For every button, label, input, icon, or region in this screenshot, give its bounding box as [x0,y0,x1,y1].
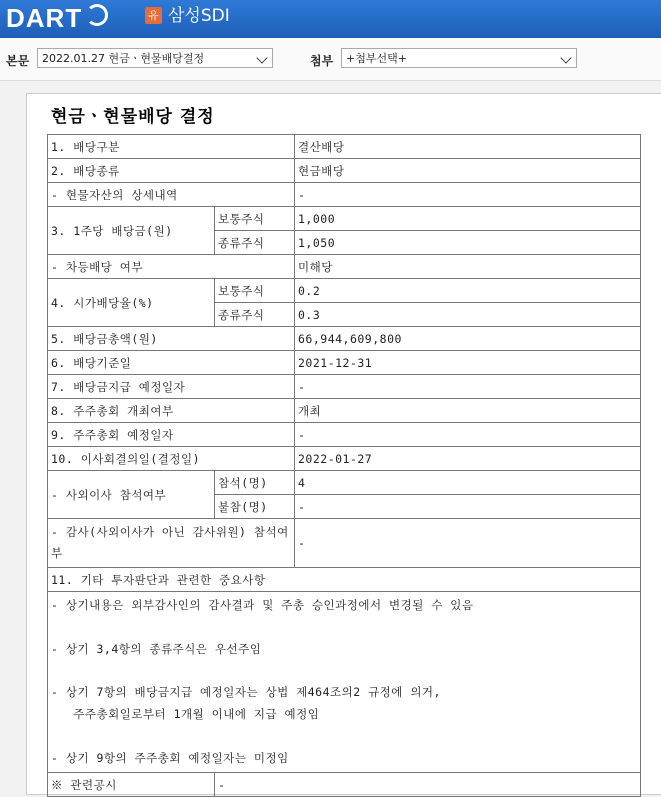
main-doc-select[interactable] [37,48,273,68]
row-value: 0.3 [295,303,641,327]
row-value: 미해당 [295,255,641,279]
row-label: 7. 배당금지급 예정일자 [48,375,295,399]
table-row [48,447,641,471]
main-doc-select-value: 2022.01.27 현금ㆍ현물배당결정 [42,52,205,65]
sub-label: 종류주식 [215,231,295,255]
row-label: 9. 주주총회 예정일자 [48,423,295,447]
row-label: 6. 배당기준일 [48,351,295,375]
sub-label: 참석(명) [215,471,295,495]
table-row [48,773,641,797]
sub-label: 불참(명) [215,495,295,519]
attachment-label: 첨부 [310,54,334,68]
main-doc-label: 본문 [6,54,30,68]
row-label: ※ 관련공시 [48,773,215,797]
table-row [48,568,641,592]
row-value: 4 [295,471,641,495]
row-label: 11. 기타 투자판단과 관련한 중요사항 [48,568,641,592]
row-label: 10. 이사회결의일(결정일) [48,447,295,471]
table-row [48,135,641,159]
row-value: 1,050 [295,231,641,255]
row-value: - [295,519,641,568]
row-label: 1. 배당구분 [48,135,295,159]
row-label: 8. 주주총회 개최여부 [48,399,295,423]
table-row [48,375,641,399]
table-row [48,351,641,375]
dart-logo-mark-icon [86,4,108,26]
top-bar [0,0,661,38]
table-row [48,471,641,495]
row-value: - [295,495,641,519]
table-row [48,159,641,183]
table-row [48,207,641,231]
row-label: 2. 배당종류 [48,159,295,183]
table-row [48,183,641,207]
table-row [48,519,641,568]
row-label: 4. 시가배당율(%) [48,279,215,327]
row-value: 0.2 [295,279,641,303]
table-row [48,279,641,303]
sub-label: 종류주식 [215,303,295,327]
dividend-table [47,134,641,797]
sub-label: 보통주식 [215,207,295,231]
row-label: 3. 1주당 배당금(원) [48,207,215,255]
row-value: - [295,375,641,399]
row-label: - 감사(사외이사가 아닌 감사위원) 참석여부 [48,519,295,568]
chevron-down-icon [256,52,267,63]
table-row [48,327,641,351]
sub-label: 보통주식 [215,279,295,303]
row-label: 5. 배당금총액(원) [48,327,295,351]
company-name: 삼성SDI [168,6,230,26]
row-value: 결산배당 [295,135,641,159]
row-value: 현금배당 [295,159,641,183]
row-value: 66,944,609,800 [295,327,641,351]
chevron-down-icon [560,52,571,63]
document-toolbar [0,38,661,81]
table-row [48,255,641,279]
row-value: 2021-12-31 [295,351,641,375]
row-value: 1,000 [295,207,641,231]
notes-cell: - 상기내용은 외부감사인의 감사결과 및 주총 승인과정에서 변경될 수 있음 - 상기 3,4항의 종류주식은 우선주임 - 상기 7항의 배당금지급 예정일자는 상법 제464조의2 규정에 의거, 주주총회일로부터 1개월 이내에 지급 예정임 - 상기 9항의 주주총회 예정일자는 미정임 [48,592,641,773]
dart-logo[interactable]: DART [6,3,83,33]
attachment-select-value: +첨부선택+ [346,52,407,65]
row-value: 개최 [295,399,641,423]
document-title: 현금ㆍ현물배당 결정 [51,107,215,127]
row-label: - 사외이사 참석여부 [48,471,215,519]
row-value: 2022-01-27 [295,447,641,471]
row-label: - 현물자산의 상세내역 [48,183,295,207]
table-row [48,423,641,447]
table-row [48,399,641,423]
market-badge: 유 [145,7,162,24]
row-label: - 차등배당 여부 [48,255,295,279]
table-row [48,592,641,773]
row-value: - [295,423,641,447]
document-panel [26,93,661,795]
attachment-select[interactable] [341,48,577,68]
row-value: - [295,183,641,207]
row-value: - [215,773,641,797]
